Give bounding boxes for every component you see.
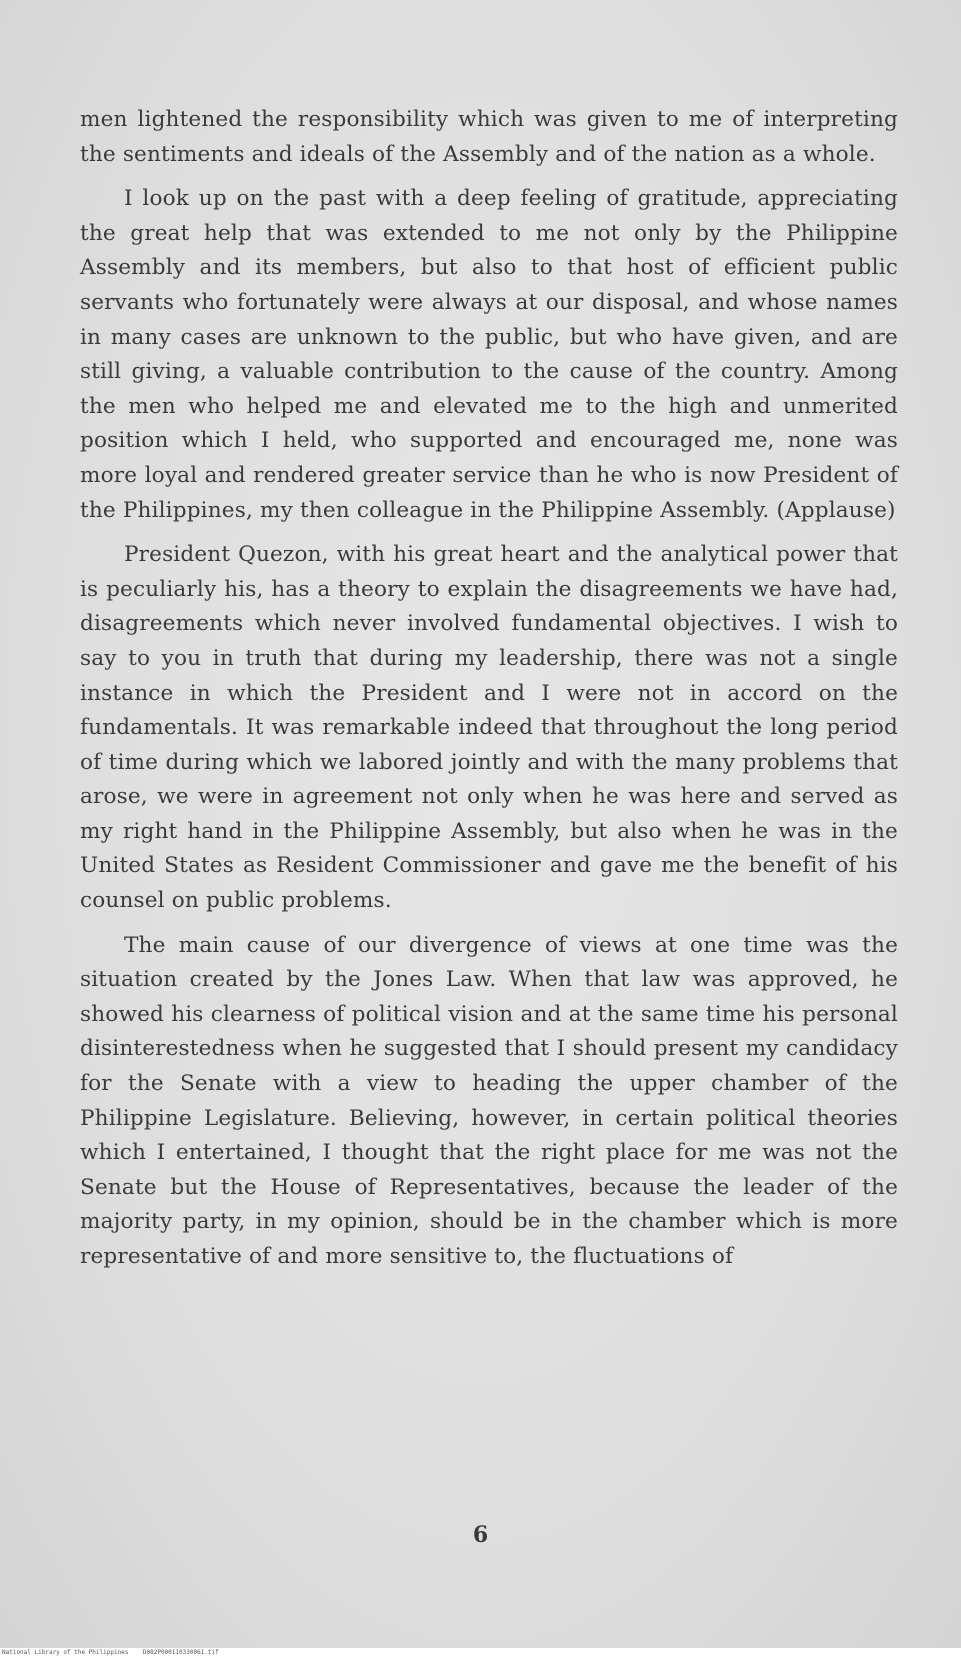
paragraph-president-quezon: President Quezon, with his great heart and the analytical power that is peculiarly his, has a theory to explain the disagreements we have had, disagreements which never involved fundamental objectives. I wish to say to you in truth that during my leadership, there was not a single instance in which the President and I were not in accord on the fundamentals. It was remarkable indeed that throughout the long period of time during which we labored jointly and with the many problems that arose, we were in agreement not only when he was here and served as my right hand in the Philippine Assembly, but also when he was in the United States as Resident Commissioner and gave me the benefit of his counsel on public problems. [80, 542, 898, 914]
paragraph-gratitude: I look up on the past with a deep feeling of gratitude, appreciating the great help that was extended to me not only by the Philippine Assembly and its members, but also to that host of efficient public servants who fortunately were always at our disposal, and whose names in many cases are unknown to the public, but who have given, and are still giving, a valuable contribution to the cause of the country. Among the men who helped me and elevated me to the high and unmerited position which I held, who supported and encouraged me, none was more loyal and rendered greater service than he who is now President of the Philippines, my then colleague in the Philippine Assembly. (Applause) [80, 186, 898, 523]
paragraph-jones-law: The main cause of our divergence of views at one time was the situation created by the Jones Law. When that law was approved, he showed his clearness of political vision and at the same time his personal disinterestedness when he suggested that I should present my candidacy for the Senate with a view to heading the upper chamber of the Philippine Legislature. Believing, however, in certain political theories which I entertained, I thought that the right place for me was not the Senate but the House of Representatives, because the leader of the majority party, in my opinion, should be in the chamber which is more representative of and more sensitive to, the fluctuations of [80, 932, 898, 1269]
body-text [80, 103, 898, 1285]
paragraph-continuation: men lightened the responsibility which was given to me of interpreting the sentiments and ideals of the Assembly and of the nation as a whole. [80, 107, 898, 167]
page-number: 6 [472, 1522, 489, 1548]
scan-footer [0, 1648, 961, 1658]
scan-footer-label: National Library of the Philippines D082P000110330061.tif [2, 1649, 219, 1656]
